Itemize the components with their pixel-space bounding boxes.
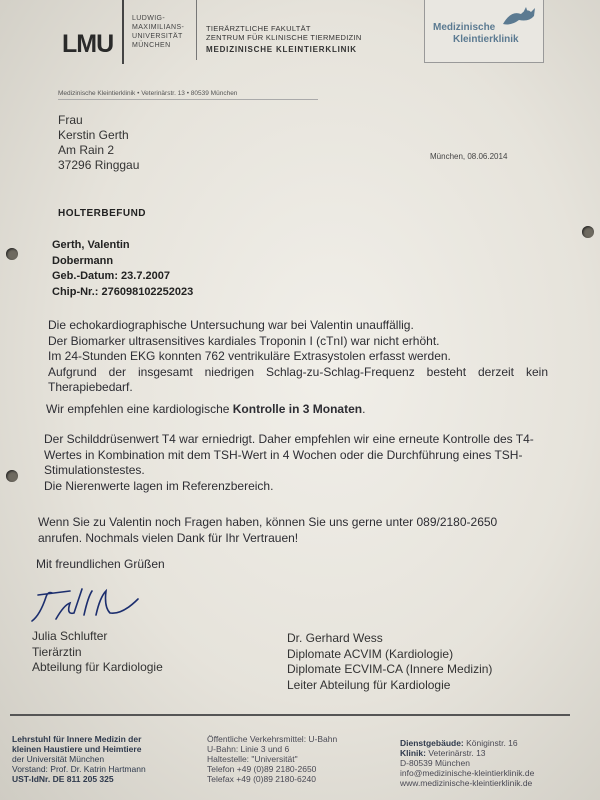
lmu-logo bbox=[60, 0, 124, 64]
header-divider bbox=[196, 0, 197, 60]
letter-date: München, 08.06.2014 bbox=[430, 152, 508, 161]
punch-hole bbox=[6, 470, 18, 482]
thyroid-line: Stimulationstestes. bbox=[44, 463, 145, 477]
clinic-logo-line: Kleintierklinik bbox=[453, 34, 519, 45]
footer-website-link[interactable]: www.medizinische-kleintierklinik.de bbox=[400, 778, 533, 788]
clinic-name: MEDIZINISCHE KLEINTIERKLINIK bbox=[206, 45, 357, 54]
punch-hole bbox=[6, 248, 18, 260]
recommendation-text: Wir empfehlen eine kardiologische bbox=[46, 402, 233, 416]
footer-address-label: Dienstgebäude: bbox=[400, 738, 464, 748]
recipient-address bbox=[58, 113, 139, 173]
thyroid-line: Die Nierenwerte lagen im Referenzbereich. bbox=[44, 478, 274, 493]
footer-address-value: Königinstr. 16 bbox=[463, 738, 518, 748]
thyroid-line: Wertes in Kombination mit dem TSH-Wert in 4 Wochen oder die Durchführung eines TSH- bbox=[44, 447, 523, 462]
cat-dog-icon bbox=[501, 4, 537, 28]
footer-transport bbox=[207, 734, 337, 784]
signatory-qualification: Diplomate ACVIM (Kardiologie) bbox=[287, 646, 454, 661]
findings-paragraph bbox=[48, 318, 548, 396]
findings-line: Aufgrund der insgesamt niedrigen Schlag-zu-Schlag-Frequenz besteht derzeit kein bbox=[48, 364, 548, 379]
footer-phone: Telefon +49 (0)89 2180-2650 bbox=[207, 764, 317, 774]
return-address: Medizinische Kleintierklinik • Veterinärstr. 13 • 80539 München bbox=[58, 90, 238, 97]
recommendation-paragraph bbox=[46, 402, 365, 418]
contact-line: anrufen. Nochmals vielen Dank für Ihr Vertrauen! bbox=[38, 530, 299, 545]
signatory-name: Julia Schlufter bbox=[32, 629, 108, 643]
faculty-name bbox=[206, 24, 362, 42]
university-line: MÜNCHEN bbox=[132, 42, 171, 49]
university-line: UNIVERSITÄT bbox=[132, 33, 183, 40]
signatory-role: Tierärztin bbox=[32, 644, 82, 659]
contact-line: Wenn Sie zu Valentin noch Fragen haben, können Sie uns gerne unter 089/2180-2650 bbox=[38, 515, 498, 529]
findings-line: Die echokardiographische Untersuchung war bei Valentin unauffällig. bbox=[48, 318, 414, 332]
lmu-logo-text: LMU bbox=[62, 30, 114, 58]
university-line: MAXIMILIANS- bbox=[132, 24, 185, 31]
patient-breed: Dobermann bbox=[52, 254, 114, 267]
footer-address-label: Klinik: bbox=[400, 748, 426, 758]
signatory-right bbox=[287, 631, 492, 693]
footer-department-line: kleinen Haustiere und Heimtiere bbox=[12, 744, 142, 754]
footer-department-line: Vorstand: Prof. Dr. Katrin Hartmann bbox=[12, 764, 146, 774]
university-line: LUDWIG- bbox=[132, 15, 166, 22]
recipient-line: Am Rain 2 bbox=[58, 143, 115, 157]
findings-line: Therapiebedarf. bbox=[48, 380, 133, 394]
footer-email-link[interactable]: info@medizinische-kleintierklinik.de bbox=[400, 768, 535, 778]
contact-paragraph bbox=[38, 515, 548, 546]
footer-department-line: Lehrstuhl für Innere Medizin der bbox=[12, 734, 142, 744]
clinic-logo bbox=[424, 0, 544, 63]
thyroid-paragraph bbox=[44, 432, 548, 494]
footer-address bbox=[400, 738, 534, 788]
faculty-line: ZENTRUM FÜR KLINISCHE TIERMEDIZIN bbox=[206, 33, 362, 42]
footer-fax: Telefax +49 (0)89 2180-6240 bbox=[207, 774, 316, 784]
handwritten-signature bbox=[26, 585, 156, 629]
footer-transport-line: U-Bahn: Linie 3 und 6 bbox=[207, 744, 290, 754]
recommendation-end: . bbox=[362, 402, 366, 416]
footer-vat-id: UST-IdNr. DE 811 205 325 bbox=[12, 774, 114, 784]
footer-department-line: der Universität München bbox=[12, 754, 105, 764]
footer-department bbox=[12, 734, 146, 784]
university-name bbox=[132, 14, 200, 50]
footer-transport-line: Haltestelle: "Universität" bbox=[207, 754, 298, 764]
clinic-logo-line: Medizinische bbox=[433, 22, 496, 33]
recommendation-emphasis: Kontrolle in 3 Monaten bbox=[232, 402, 363, 416]
closing-greeting: Mit freundlichen Grüßen bbox=[36, 557, 165, 571]
return-address-rule bbox=[58, 99, 318, 100]
findings-line: Der Biomarker ultrasensitives kardiales Troponin I (cTnI) war nicht erhöht. bbox=[48, 333, 440, 348]
footer-address-value: Veterinärstr. 13 bbox=[425, 748, 486, 758]
recipient-line: Kerstin Gerth bbox=[58, 128, 129, 142]
footer-rule bbox=[10, 714, 570, 716]
signatory-left bbox=[32, 629, 163, 676]
letter-title: HOLTERBEFUND bbox=[58, 208, 147, 219]
patient-name: Gerth, Valentin bbox=[52, 239, 130, 251]
faculty-line: TIERÄRZTLICHE FAKULTÄT bbox=[206, 24, 311, 33]
signatory-department: Abteilung für Kardiologie bbox=[32, 660, 163, 674]
footer-address-line: D-80539 München bbox=[400, 758, 470, 768]
recipient-line: 37296 Ringgau bbox=[58, 158, 140, 172]
signatory-name: Dr. Gerhard Wess bbox=[287, 631, 383, 645]
footer-transport-line: Öffentliche Verkehrsmittel: U-Bahn bbox=[207, 734, 338, 744]
signatory-qualification: Diplomate ECVIM-CA (Innere Medizin) bbox=[287, 662, 493, 676]
thyroid-line: Der Schilddrüsenwert T4 war erniedrigt. Daher empfehlen wir eine erneute Kontrolle des T4- bbox=[44, 432, 534, 446]
findings-line: Im 24-Stunden EKG konnten 762 ventrikuläre Extrasystolen erfasst werden. bbox=[48, 349, 451, 363]
signatory-role: Leiter Abteilung für Kardiologie bbox=[287, 677, 451, 692]
recipient-line: Frau bbox=[58, 113, 83, 127]
patient-chip: Chip-Nr.: 276098102252023 bbox=[52, 285, 194, 298]
punch-hole bbox=[582, 226, 594, 238]
patient-birthdate: Geb.-Datum: 23.7.2007 bbox=[52, 270, 170, 282]
patient-info bbox=[52, 238, 193, 300]
